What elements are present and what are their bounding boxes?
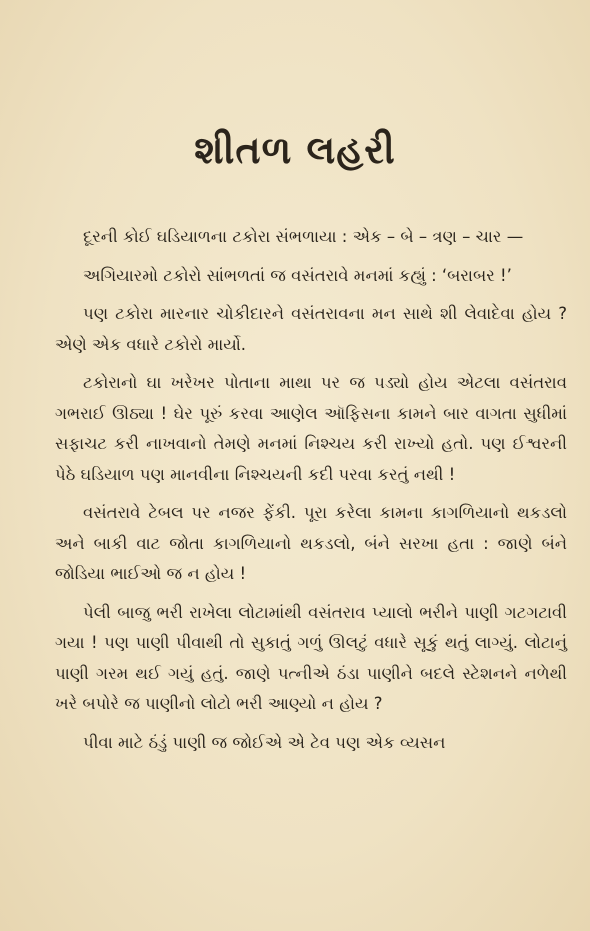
paragraph: પણ ટકોરા મારનાર ચોકીદારને વસંતરાવના મન સાથે શી લેવાદેવા હોય ? એણે એક વધારે ટકોરો માર્યો. <box>55 304 567 354</box>
paragraph: દૂરની કોઈ ઘડિયાળના ટકોરા સંભળાયા : એક – બે – ત્રણ – ચાર — <box>83 227 524 246</box>
paragraph: ટકોરાનો ઘા ખરેખર પોતાના માથા પર જ પડ્યો હોય એટલા વસંતરાવ ગભરાઈ ઊઠ્યા ! ઘેર પૂરું કરવા આણેલ ઑફિસના કામને બાર વાગતા સુધીમાં સફાચટ કરી નાખવાનો તેમણે મનમાં નિશ્ચય કરી રાખ્યો હતો. પણ ઈશ્વરની પેઠે ઘડિયાળ પણ માનવીના નિશ્ચયની કદી પરવા કરતું નથી ! <box>55 373 567 484</box>
chapter-title: શીતળ લહરી <box>194 128 396 172</box>
paragraph: પીવા માટે ઠંડું પાણી જ જોઈએ એ ટેવ પણ એક વ્યસન <box>83 732 446 752</box>
paragraph: અગિયારમો ટકોરો સાંભળતાં જ વસંતરાવે મનમાં કહ્યું : ‘બરાબર !’ <box>83 265 512 285</box>
chapter-body <box>55 222 567 758</box>
paragraph: વસંતરાવે ટેબલ પર નજર ફેંકી. પૂરા કરેલા કામના કાગળિયાનો થકડલો અને બાકી વાટ જોતા કાગળિયાનો થકડલો, બંને સરખા હતા : જાણે બંને જોડિયા ભાઈઓ જ ન હોય ! <box>55 503 567 583</box>
paragraph: પેલી બાજુ ભરી રાખેલા લોટામાંથી વસંતરાવ પ્યાલો ભરીને પાણી ગટગટાવી ગયા ! પણ પાણી પીવાથી તો સુકાતું ગળું ઊલટું વધારે સૂકું થતું લાગ્યું. લોટાનું પાણી ગરમ થઈ ગયું હતું. જાણે પત્નીએ ઠંડા પાણીને બદલે સ્ટેશનને નળેથી ખરે બપોરે જ પાણીનો લોટો ભરી આણ્યો ન હોય ? <box>55 602 567 713</box>
